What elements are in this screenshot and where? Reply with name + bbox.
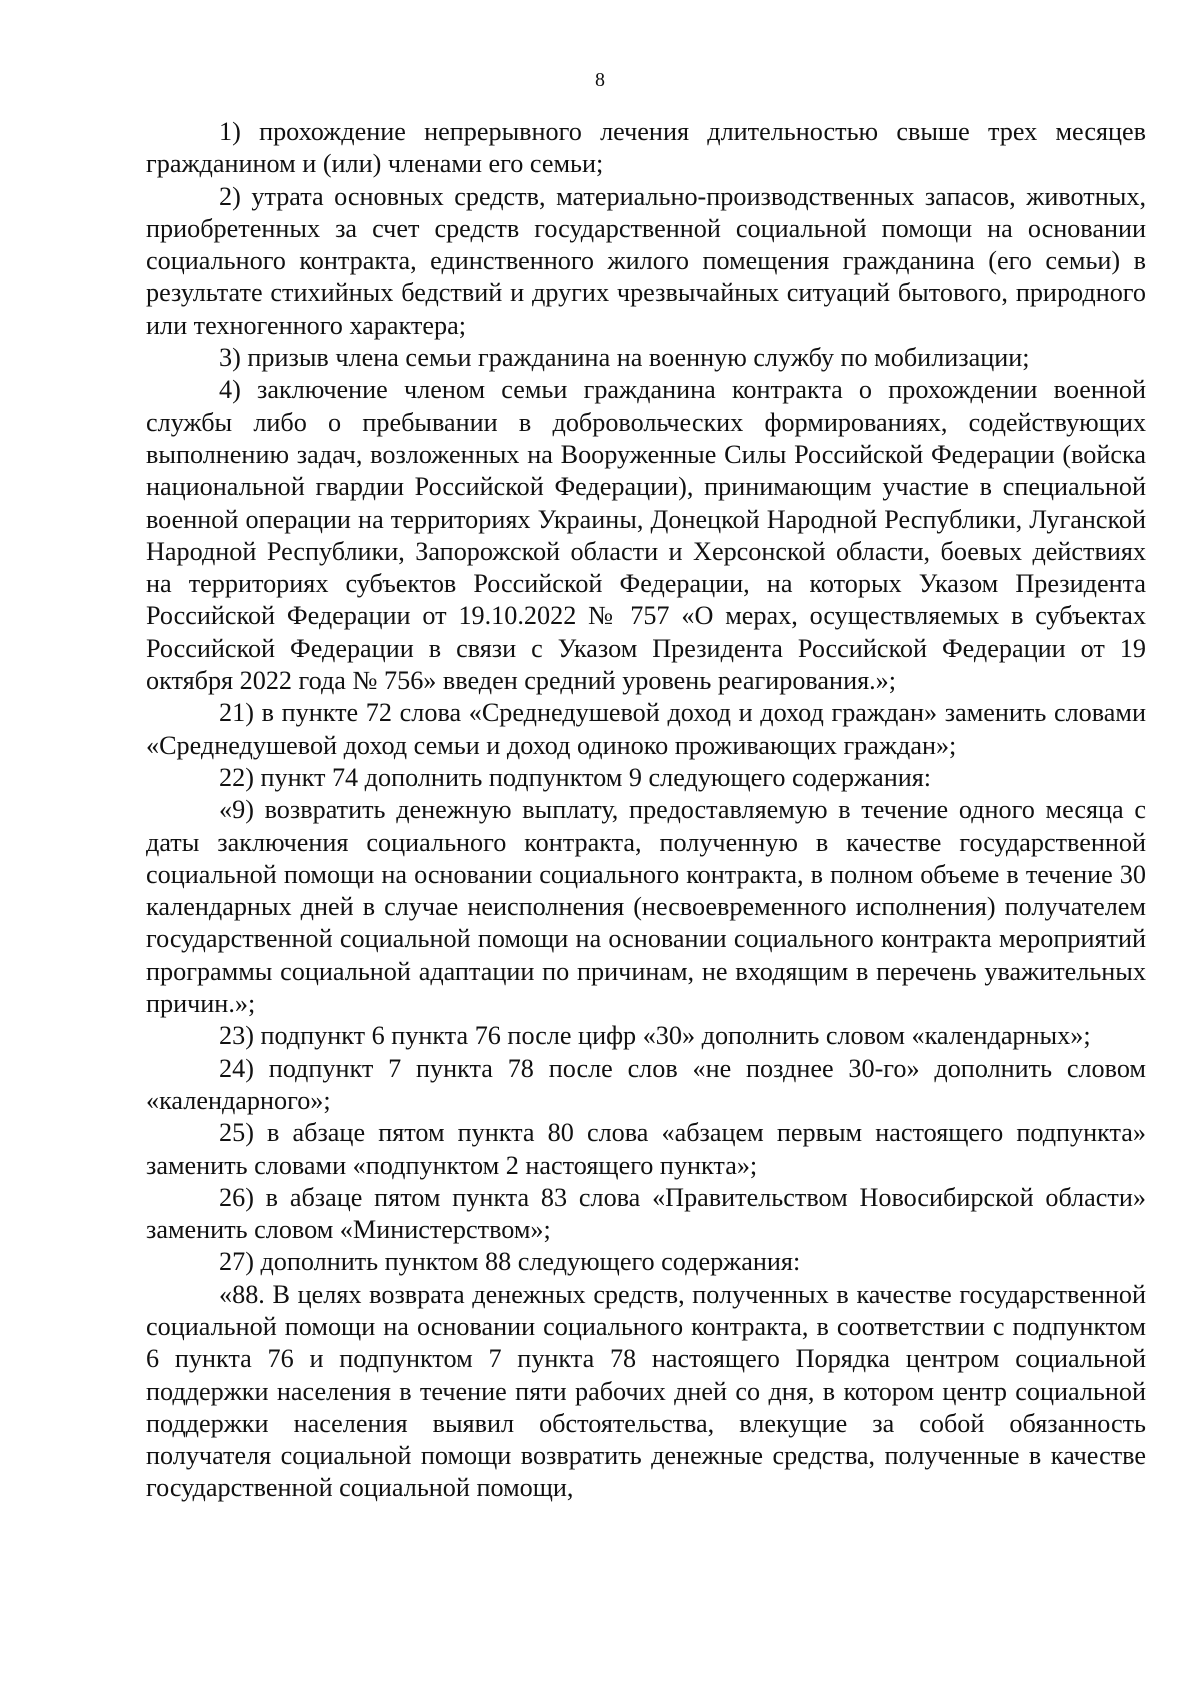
paragraph-quoted-item-9: «9) возвратить денежную выплату, предоставляемую в течение одного месяца с даты заключения социального контракта, полученную в качестве государственной социальной помощи на основании социального контракта, в полном объеме в течение 30 календарных дней в случае неисполнения (несвоевременного исполнения) получателем государственной социальной помощи на основании социального контракта мероприятий программы социальной адаптации по причинам, не входящим в перечень уважительных причин.»; [146, 795, 1146, 1019]
paragraph-item-2: 2) утрата основных средств, материально-производственных запасов, животных, приобретенных за счет средств государственной социальной помощи на основании социального контракта, единственного жилого помещения гражданина (его семьи) в результате стихийных бедствий и других чрезвычайных ситуаций бытового, природного или техногенного характера; [146, 181, 1146, 340]
paragraph-24: 24) подпункт 7 пункта 78 после слов «не позднее 30-го» дополнить словом «календарного»; [146, 1053, 1146, 1115]
paragraph-item-1: 1) прохождение непрерывного лечения длительностью свыше трех месяцев гражданином и (или) членами его семьи; [146, 117, 1146, 179]
paragraph-21: 21) в пункте 72 слова «Среднедушевой доход и доход граждан» заменить словами «Среднедушевой доход семьи и доход одиноко проживающих граждан»; [146, 698, 1146, 760]
paragraph-quoted-item-88: «88. В целях возврата денежных средств, полученных в качестве государственной социальной помощи на основании социального контракта, в соответствии с подпунктом 6 пункта 76 и подпунктом 7 пункта 78 настоящего Порядка центром социальной поддержки населения в течение пяти рабочих дней со дня, в котором центр социальной поддержки населения выявил обстоятельства, влекущие за собой обязанность получателя социальной помощи возвратить денежные средства, полученные в качестве государственной социальной помощи, [146, 1279, 1146, 1503]
paragraph-item-3: 3) призыв члена семьи гражданина на военную службу по мобилизации; [219, 343, 1030, 373]
paragraph-item-4: 4) заключение членом семьи гражданина контракта о прохождении военной службы либо о пребывании в добровольческих формированиях, содействующих выполнению задач, возложенных на Вооруженные Силы Российской Федерации (войска национальной гвардии Российской Федерации), принимающим участие в специальной военной операции на территориях Украины, Донецкой Народной Республики, Луганской Народной Республики, Запорожской области и Херсонской области, боевых действиях на территориях субъектов Российской Федерации, на которых Указом Президента Российской Федерации от 19.10.2022 № 757 «О мерах, осуществляемых в субъектах Российской Федерации в связи с Указом Президента Российской Федерации от 19 октября 2022 года № 756» введен средний уровень реагирования.»; [146, 375, 1146, 696]
paragraph-22: 22) пункт 74 дополнить подпунктом 9 следующего содержания: [219, 762, 932, 792]
paragraph-23: 23) подпункт 6 пункта 76 после цифр «30» дополнить словом «календарных»; [219, 1021, 1091, 1051]
paragraph-26: 26) в абзаце пятом пункта 83 слова «Правительством Новосибирской области» заменить словом «Министерством»; [146, 1182, 1146, 1245]
page-number: 8 [595, 69, 605, 91]
document-body [146, 116, 1146, 1505]
paragraph-27: 27) дополнить пунктом 88 следующего содержания: [219, 1247, 801, 1277]
paragraph-25: 25) в абзаце пятом пункта 80 слова «абзацем первым настоящего подпункта» заменить словами «подпунктом 2 настоящего пункта»; [146, 1118, 1146, 1180]
